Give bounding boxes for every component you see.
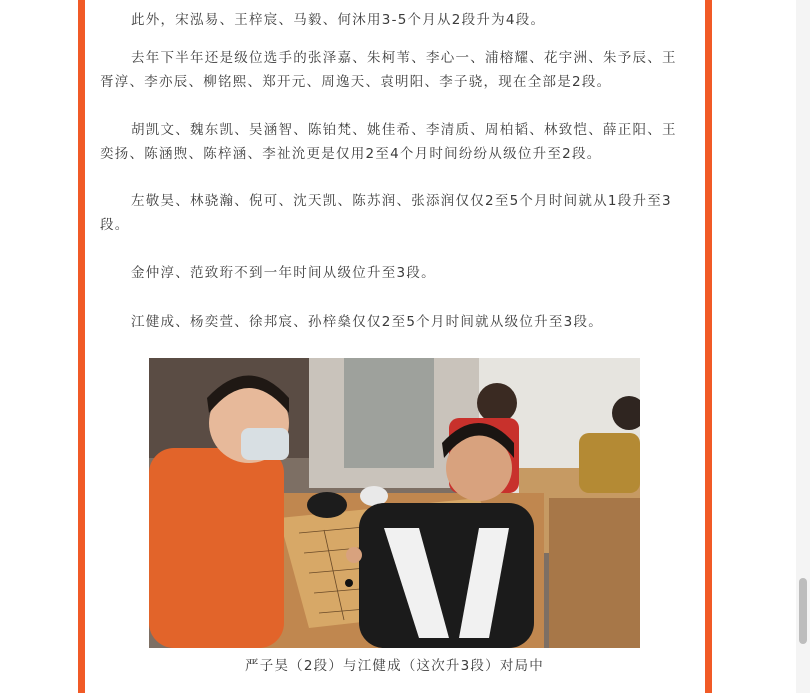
photo-caption: 严子昊（2段）与江健成（这次升3段）对局中 <box>245 658 544 674</box>
paragraph-promotion-3dan-group3: 江健成、杨奕萱、徐邦宸、孙梓燊仅仅2至5个月时间就从级位升至3段。 <box>131 314 604 330</box>
scrollbar-thumb[interactable] <box>799 578 807 644</box>
paragraph-promotion-4dan: 此外，宋泓易、王梓宸、马毅、何沐用3-5个月从2段升为4段。 <box>131 12 546 28</box>
article-photo <box>149 358 640 648</box>
paragraph-promotion-2dan-group1: 去年下半年还是级位选手的张泽嘉、朱柯苇、李心一、浦榕耀、花宇洲、朱予辰、王胥淳、李亦辰、柳铭熙、郑开元、周逸天、袁明阳、李子骁，现在全部是2段。 <box>100 50 677 90</box>
scrollbar-track[interactable] <box>796 0 810 693</box>
paragraph-promotion-3dan-group2: 金仲淳、范致珩不到一年时间从级位升至3段。 <box>131 265 436 281</box>
paragraph-promotion-3dan-group1: 左敬昊、林骁瀚、倪可、沈天凯、陈苏润、张添润仅仅2至5个月时间就从1段升至3段。 <box>100 193 672 233</box>
go-match-illustration <box>149 358 640 648</box>
paragraph-promotion-2dan-group2: 胡凯文、魏东凯、吴涵智、陈铂梵、姚佳希、李清质、周柏韬、林致恺、薛正阳、王奕扬、陈涵煦、陈梓涵、李祉沇更是仅用2至4个月时间纷纷从级位升至2段。 <box>100 122 677 162</box>
